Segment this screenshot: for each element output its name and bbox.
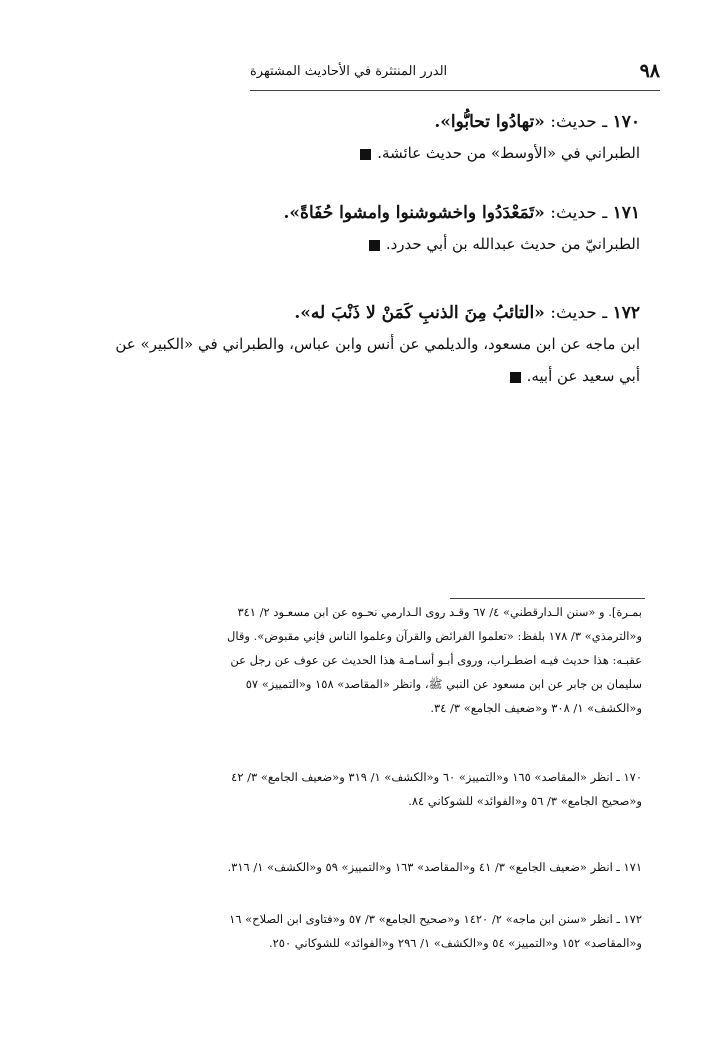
footnote-line: ١٧٠ ـ انظر «المقاصد» ١٦٥ و«التمييز» ٦٠ و«الكشف» ١/ ٣١٩ و«ضعيف الجامع» ٣/ ٤٢ xyxy=(231,770,642,784)
source-text: أبي سعيد عن أبيه. xyxy=(526,367,640,385)
footnote-line: سليمان بن جابر عن ابن مسعود عن النبي ﷺ، وانظر «المقاصد» ١٥٨ و«التمييز» ٥٧ xyxy=(245,677,642,691)
source-text: ابن ماجه عن ابن مسعود، والديلمي عن أنس وابن عباس، والطبراني في «الكبير» عن xyxy=(115,335,640,353)
footnote-continuation xyxy=(72,600,642,720)
hadith-number: ١٧٠ xyxy=(612,112,640,132)
footnote-line: و«الكشف» ١/ ٣٠٨ و«ضعيف الجامع» ٣/ ٣٤. xyxy=(430,701,642,715)
end-of-entry-mark xyxy=(369,240,380,251)
running-title: الدرر المنتثرة في الأحاديث المشتهرة xyxy=(250,64,448,79)
hadith-source xyxy=(70,228,640,260)
hadith-text: «تهادُوا تحابُّوا». xyxy=(434,112,545,132)
footnote-172 xyxy=(72,907,642,955)
end-of-entry-mark xyxy=(510,372,521,383)
footnote-line: و«صحيح الجامع» ٣/ ٥٦ و«الفوائد» للشوكاني ٨٤. xyxy=(408,794,642,808)
footnote-line: بمـرة]. و «سنن الـدارقطني» ٤/ ٦٧ وقـد روى الـدارمي نحـوه عن ابن مسعـود ٢/ ٣٤١ xyxy=(237,605,642,619)
footnote-171 xyxy=(72,855,642,879)
footnote-line: و«المقاصد» ١٥٢ و«التمييز» ٥٤ و«الكشف» ١/ ٢٩٦ و«الفوائد» للشوكاني ٢٥٠. xyxy=(268,936,642,950)
hadith-entry-172 xyxy=(70,298,640,392)
page-header xyxy=(250,60,660,90)
hadith-text: «تَمَعْدَدُوا واخشوشنوا وامشوا حُفَاةً». xyxy=(283,203,545,223)
header-divider xyxy=(250,90,660,91)
hadith-text: «التائبُ مِنَ الذنبِ كَمَنْ لا ذَنْبَ له». xyxy=(294,303,545,323)
footnote-line: ١٧١ ـ انظر «ضعيف الجامع» ٣/ ٤١ و«المقاصد» ١٦٣ و«التمييز» ٥٩ و«الكشف» ١/ ٣١٦. xyxy=(227,860,642,874)
hadith-number: ١٧٢ xyxy=(612,303,640,323)
hadith-prefix: ـ حديث: xyxy=(550,203,608,223)
hadith-number: ١٧١ xyxy=(612,203,640,223)
footnote-line: ١٧٢ ـ انظر «سنن ابن ماجه» ٢/ ١٤٢٠ و«صحيح الجامع» ٣/ ٥٧ و«فتاوى ابن الصلاح» ١٦ xyxy=(229,912,642,926)
source-text: الطبراني في «الأوسط» من حديث عائشة. xyxy=(377,144,640,162)
hadith-entry-170 xyxy=(70,107,640,169)
footnote-170 xyxy=(72,765,642,813)
footnote-divider xyxy=(450,598,645,599)
source-text: الطبرانيّ من حديث عبدالله بن أبي حدرد. xyxy=(385,235,640,253)
hadith-heading xyxy=(70,198,640,228)
footnote-line: و«الترمذي» ٣/ ١٧٨ بلفظ: «تعلموا الفرائض والقرآن وعلموا الناس فإني مقبوض». وقال xyxy=(227,629,642,643)
hadith-source xyxy=(70,328,640,392)
hadith-source xyxy=(70,137,640,169)
footnote-line: عقبـه: هذا حديث فيـه اضطـراب، وروى أبـو أسـامـة هذا الحديث عن عوف عن رجل عن xyxy=(230,653,642,667)
hadith-heading xyxy=(70,298,640,328)
end-of-entry-mark xyxy=(360,149,371,160)
hadith-prefix: ـ حديث: xyxy=(550,112,608,132)
hadith-entry-171 xyxy=(70,198,640,260)
page-number: ٩٨ xyxy=(639,60,660,82)
hadith-heading xyxy=(70,107,640,137)
hadith-prefix: ـ حديث: xyxy=(550,303,608,323)
